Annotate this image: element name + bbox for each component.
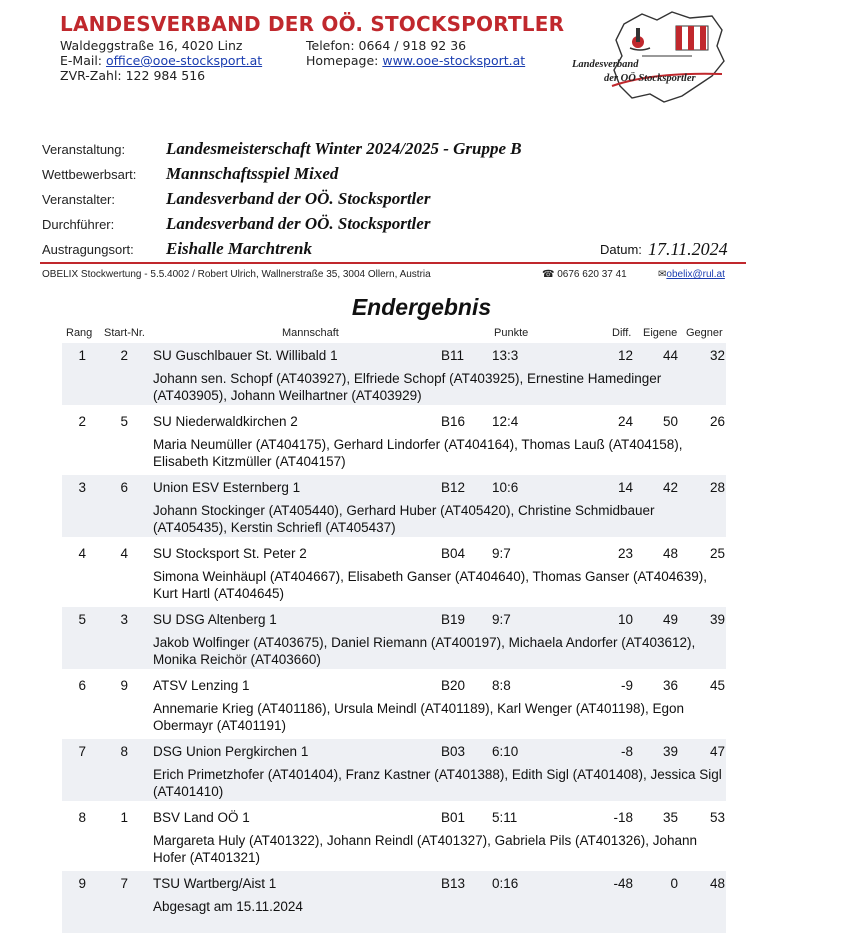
- team-members: Abgesagt am 15.11.2024: [153, 899, 303, 914]
- table-row: [62, 343, 726, 405]
- org-phone: Telefon: 0664 / 918 92 36: [306, 38, 467, 53]
- cell-eigene: 44: [662, 348, 678, 363]
- logo-text-2: der OÖ Stocksportler: [604, 73, 696, 84]
- cell-punkte: 8:8: [492, 678, 511, 693]
- cell-punkte: 12:4: [492, 414, 519, 429]
- cell-rang: 4: [78, 546, 86, 561]
- cell-start: 6: [120, 480, 128, 495]
- cell-start: 4: [120, 546, 128, 561]
- map-logo-icon: [572, 6, 732, 106]
- org-name: LANDESVERBAND DER OÖ. STOCKSPORTLER: [60, 12, 565, 36]
- homepage-label: Homepage:: [306, 53, 379, 68]
- org-email-line: [60, 53, 262, 68]
- cell-rang: 7: [78, 744, 86, 759]
- table-row: [62, 409, 726, 471]
- cell-gegner: 26: [709, 414, 725, 429]
- team-members: Johann sen. Schopf (AT403927), Elfriede Schopf (AT403925), Ernestine Hamedinger (AT403905), Johann Weilhartner (AT403929): [153, 371, 662, 403]
- col-punkte: Punkte: [494, 327, 529, 339]
- cell-start: 1: [120, 810, 128, 825]
- datum-label: Datum:: [600, 242, 642, 257]
- cell-gegner: 48: [709, 876, 725, 891]
- obelix-info: OBELIX Stockwertung - 5.5.4002 / Robert Ulrich, Wallnerstraße 35, 3004 Ollern, Austria: [42, 269, 431, 280]
- cell-rang: 1: [78, 348, 86, 363]
- cell-code: B19: [441, 612, 466, 627]
- table-row: [62, 871, 726, 933]
- cell-rang: 6: [78, 678, 86, 693]
- cell-diff: -8: [620, 744, 633, 759]
- col-start-nr: Start-Nr.: [104, 327, 145, 339]
- cell-gegner: 47: [709, 744, 725, 759]
- cell-eigene: 48: [662, 546, 678, 561]
- durchfuehrer-label: Durchführer:: [42, 217, 115, 232]
- cell-team: BSV Land OÖ 1: [153, 810, 250, 825]
- team-members: Maria Neumüller (AT404175), Gerhard Lindorfer (AT404164), Thomas Lauß (AT404158), Elisabeth Kitzmüller (AT404157): [153, 437, 683, 469]
- logo-text-1: Landesverband: [572, 59, 639, 70]
- email-label: E-Mail:: [60, 53, 103, 68]
- cell-team: SU Niederwaldkirchen 2: [153, 414, 298, 429]
- cell-eigene: 36: [662, 678, 678, 693]
- obelix-email-link[interactable]: obelix@rul.at: [666, 269, 725, 280]
- cell-start: 2: [120, 348, 128, 363]
- col-gegner: Gegner: [686, 327, 723, 339]
- cell-diff: 12: [617, 348, 633, 363]
- cell-code: B12: [441, 480, 466, 495]
- cell-team: Union ESV Esternberg 1: [153, 480, 301, 495]
- cell-code: B01: [441, 810, 466, 825]
- cell-team: SU Stocksport St. Peter 2: [153, 546, 307, 561]
- wettbewerbsart-label: Wettbewerbsart:: [42, 167, 137, 182]
- veranstalter-label: Veranstalter:: [42, 192, 115, 207]
- team-members: Simona Weinhäupl (AT404667), Elisabeth Ganser (AT404640), Thomas Ganser (AT404639), Kurt Hartl (AT404645): [153, 569, 708, 601]
- table-row: [62, 739, 726, 801]
- table-row: [62, 607, 726, 669]
- cell-diff: 10: [617, 612, 633, 627]
- association-logo: [572, 6, 732, 106]
- cell-start: 7: [120, 876, 128, 891]
- veranstalter-value: Landesverband der OÖ. Stocksportler: [166, 189, 431, 208]
- cell-team: SU DSG Altenberg 1: [153, 612, 277, 627]
- team-members: Margareta Huly (AT401322), Johann Reindl (AT401327), Gabriela Pils (AT401326), Johann Hofer (AT401321): [153, 833, 698, 865]
- cell-diff: -18: [613, 810, 633, 825]
- cell-gegner: 25: [709, 546, 725, 561]
- cell-rang: 3: [78, 480, 86, 495]
- wettbewerbsart-value: Mannschaftsspiel Mixed: [166, 164, 339, 183]
- cell-code: B20: [441, 678, 466, 693]
- cell-code: B13: [441, 876, 466, 891]
- cell-eigene: 35: [662, 810, 678, 825]
- col-diff: Diff.: [612, 327, 632, 339]
- austragungsort-value: Eishalle Marchtrenk: [166, 239, 312, 258]
- cell-punkte: 0:16: [492, 876, 519, 891]
- cell-punkte: 5:11: [492, 810, 518, 825]
- cell-gegner: 45: [709, 678, 725, 693]
- cell-team: ATSV Lenzing 1: [153, 678, 250, 693]
- table-row: [62, 541, 726, 603]
- cell-punkte: 10:6: [492, 480, 519, 495]
- cell-diff: 14: [617, 480, 633, 495]
- cell-eigene: 42: [662, 480, 678, 495]
- org-homepage-line: [306, 53, 525, 68]
- cell-rang: 8: [78, 810, 86, 825]
- cell-start: 8: [120, 744, 128, 759]
- team-members: Johann Stockinger (AT405440), Gerhard Huber (AT405420), Christine Schmidbauer (AT405435), Kerstin Schriefl (AT405437): [153, 503, 655, 535]
- team-members: Jakob Wolfinger (AT403675), Daniel Riemann (AT400197), Michaela Andorfer (AT403612), Monika Reichör (AT403660): [153, 635, 696, 667]
- cell-team: TSU Wartberg/Aist 1: [153, 876, 277, 891]
- cell-gegner: 28: [709, 480, 725, 495]
- cell-gegner: 39: [709, 612, 725, 627]
- cell-start: 9: [120, 678, 128, 693]
- cell-rang: 9: [78, 876, 86, 891]
- durchfuehrer-value: Landesverband der OÖ. Stocksportler: [166, 214, 431, 233]
- cell-start: 3: [120, 612, 128, 627]
- veranstaltung-value: Landesmeisterschaft Winter 2024/2025 - Gruppe B: [166, 139, 522, 158]
- cell-gegner: 53: [709, 810, 725, 825]
- col-eigene: Eigene: [643, 327, 678, 339]
- datum-value: 17.11.2024: [648, 239, 728, 259]
- cell-code: B16: [441, 414, 466, 429]
- team-members: Erich Primetzhofer (AT401404), Franz Kastner (AT401388), Edith Sigl (AT401408), Jessica Sigl (AT401410): [153, 767, 722, 799]
- cell-eigene: 0: [670, 876, 678, 891]
- cell-eigene: 50: [662, 414, 678, 429]
- cell-diff: -9: [620, 678, 633, 693]
- cell-eigene: 49: [662, 612, 678, 627]
- cell-eigene: 39: [662, 744, 678, 759]
- table-row: [62, 805, 726, 867]
- austragungsort-label: Austragungsort:: [42, 242, 134, 257]
- cell-punkte: 9:7: [492, 612, 511, 627]
- email-link[interactable]: office@ooe-stocksport.at: [106, 53, 263, 68]
- cell-code: B11: [441, 348, 465, 363]
- cell-rang: 5: [78, 612, 86, 627]
- obelix-phone: ☎ 0676 620 37 41: [542, 269, 627, 280]
- table-row: [62, 673, 726, 735]
- obelix-email-line: [658, 269, 725, 280]
- cell-team: SU Guschlbauer St. Willibald 1: [153, 348, 338, 363]
- cell-start: 5: [120, 414, 128, 429]
- cell-punkte: 6:10: [492, 744, 519, 759]
- cell-gegner: 32: [709, 348, 725, 363]
- envelope-icon: ✉: [658, 269, 667, 280]
- cell-punkte: 9:7: [492, 546, 511, 561]
- homepage-link[interactable]: www.ooe-stocksport.at: [382, 53, 526, 68]
- org-address: Waldeggstraße 16, 4020 Linz: [60, 38, 243, 53]
- cell-diff: -48: [613, 876, 633, 891]
- cell-punkte: 13:3: [492, 348, 519, 363]
- zvr-number: ZVR-Zahl: 122 984 516: [60, 68, 206, 83]
- cell-code: B03: [441, 744, 466, 759]
- cell-diff: 23: [617, 546, 633, 561]
- veranstaltung-label: Veranstaltung:: [42, 142, 126, 157]
- cell-rang: 2: [78, 414, 86, 429]
- team-members: Annemarie Krieg (AT401186), Ursula Meindl (AT401189), Karl Wenger (AT401198), Egon Obermayr (AT401191): [153, 701, 685, 733]
- cell-team: DSG Union Pergkirchen 1: [153, 744, 309, 759]
- page-title: Endergebnis: [351, 294, 492, 320]
- separator-line: [40, 262, 746, 264]
- cell-diff: 24: [617, 414, 633, 429]
- cell-code: B04: [441, 546, 466, 561]
- table-row: [62, 475, 726, 537]
- col-mannschaft: Mannschaft: [282, 327, 339, 339]
- col-rang: Rang: [66, 327, 93, 339]
